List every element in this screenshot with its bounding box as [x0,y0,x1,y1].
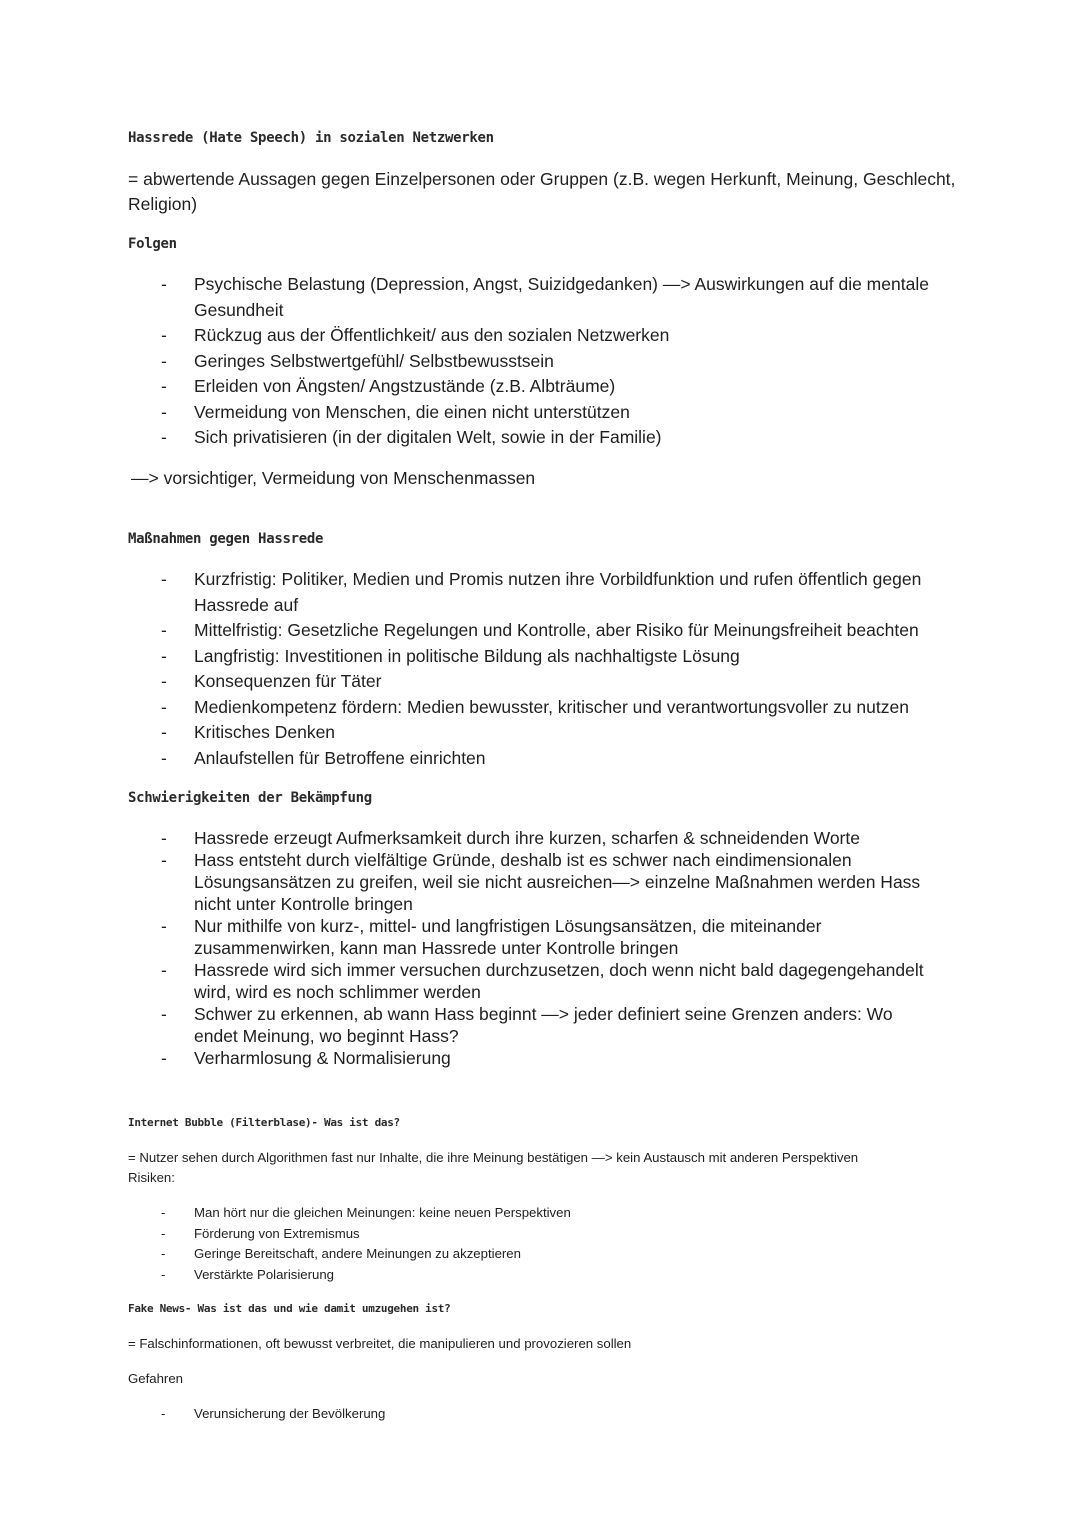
list-item: - Medienkompetenz fördern: Medien bewusster, kritischer und verantwortungsvoller zu nutzen [0,695,930,721]
list-item: - Verstärkte Polarisierung [0,1265,930,1286]
bullet-dash: - [161,569,167,589]
bullet-dash: - [161,916,167,936]
list-item: - Vermeidung von Menschen, die einen nicht unterstützen [0,400,930,426]
measures-list [0,567,1080,771]
list-item: - Kritisches Denken [0,720,930,746]
bullet-dash: - [161,1246,166,1261]
list-item: - Verharmlosung & Normalisierung [161,1048,451,1068]
list-item: - Mittelfristig: Gesetzliche Regelungen und Kontrolle, aber Risiko für Meinungsfreiheit beachten [0,618,930,644]
consequences-list [0,272,1080,451]
list-item: - Rückzug aus der Öffentlichkeit/ aus den sozialen Netzwerken [0,323,930,349]
list-item: - Schwer zu erkennen, ab wann Hass beginnt —> jeder definiert seine Grenzen anders: Wo endet Meinung, wo beginnt Hass? [161,1004,893,1046]
list-item: - Hass entsteht durch vielfältige Gründe, deshalb ist es schwer nach eindimensionalen Lösungsansätzen zu greifen, weil sie nicht ausreichen—> einzelne Maßnahmen werden Hass nicht unter Kontrolle bringen [161,850,921,914]
difficulties-list [0,827,1080,1069]
bullet-dash: - [161,1225,166,1241]
bullet-dash: - [161,960,167,980]
filter-bubble-definition: = Nutzer sehen durch Algorithmen fast nur Inhalte, die ihre Meinung bestätigen —> kein Austausch mit anderen Perspektiven [128,1150,859,1165]
bullet-dash: - [161,401,167,422]
list-item: - Hassrede wird sich immer versuchen durchzusetzen, doch wenn nicht bald dagegengehandelt wird, wird es noch schlimmer werden [161,960,924,1002]
bullet-dash: - [161,376,167,396]
list-item: - Geringe Bereitschaft, andere Meinungen zu akzeptieren [0,1244,930,1265]
list-item: - Erleiden von Ängsten/ Angstzustände (z.B. Albträume) [0,374,930,400]
dangers-label: Gefahren [128,1371,183,1386]
subheading-difficulties: Schwierigkeiten der Bekämpfung [128,790,372,806]
list-item: - Hassrede erzeugt Aufmerksamkeit durch ihre kurzen, scharfen & schneidenden Worte [161,828,860,848]
bullet-dash: - [161,1004,167,1024]
list-item: - Sich privatisieren (in der digitalen Welt, sowie in der Familie) [0,425,930,451]
bullet-dash: - [161,427,167,447]
subheading-consequences: Folgen [128,236,177,252]
list-item: - Geringes Selbstwertgefühl/ Selbstbewusstsein [0,349,930,375]
bullet-dash: - [161,850,167,870]
bullet-dash: - [161,620,167,640]
list-item: - Nur mithilfe von kurz-, mittel- und langfristigen Lösungsansätzen, die miteinander zusammenwirken, kann man Hassrede unter Kontrolle bringen [161,916,822,958]
risks-label: Risiken: [128,1170,175,1185]
hate-speech-definition: = abwertende Aussagen gegen Einzelpersonen oder Gruppen (z.B. wegen Herkunft, Meinung, Geschlecht, Religion) [128,169,956,214]
list-item: - Langfristig: Investitionen in politische Bildung als nachhaltigste Lösung [0,644,930,670]
bullet-dash: - [161,747,167,768]
bullet-dash: - [161,350,167,371]
bullet-dash: - [161,274,167,294]
bullet-dash: - [161,828,167,848]
list-item: - Konsequenzen für Täter [0,669,930,695]
list-item: - Anlaufstellen für Betroffene einrichten [0,746,930,772]
section-heading-hate-speech: Hassrede (Hate Speech) in sozialen Netzwerken [128,130,494,146]
bullet-dash: - [161,1266,166,1282]
bullet-dash: - [161,696,167,717]
list-item: - Förderung von Extremismus [0,1224,930,1245]
fake-news-definition: = Falschinformationen, oft bewusst verbreitet, die manipulieren und provozieren sollen [128,1336,632,1351]
section-heading-fake-news: Fake News- Was ist das und wie damit umzugehen ist? [128,1302,451,1315]
bullet-dash: - [161,1205,166,1220]
bullet-dash: - [161,722,167,742]
subheading-measures: Maßnahmen gegen Hassrede [128,531,324,547]
dangers-list [0,1404,1080,1425]
bullet-dash: - [161,1406,166,1421]
bullet-dash: - [161,671,167,691]
consequences-conclusion: —> vorsichtiger, Vermeidung von Menschenmassen [131,468,536,488]
bullet-dash: - [161,325,167,345]
list-item: - Psychische Belastung (Depression, Angst, Suizidgedanken) —> Auswirkungen auf die mentale Gesundheit [161,274,929,320]
list-item: - Man hört nur die gleichen Meinungen: keine neuen Perspektiven [0,1203,930,1224]
list-item: - Kurzfristig: Politiker, Medien und Promis nutzen ihre Vorbildfunktion und rufen öffentlich gegen Hassrede auf [161,569,922,615]
risks-list [0,1203,1080,1285]
section-heading-filter-bubble: Internet Bubble (Filterblase)- Was ist das? [128,1116,400,1129]
bullet-dash: - [161,1048,167,1068]
list-item: - Verunsicherung der Bevölkerung [0,1404,930,1425]
bullet-dash: - [161,645,167,666]
